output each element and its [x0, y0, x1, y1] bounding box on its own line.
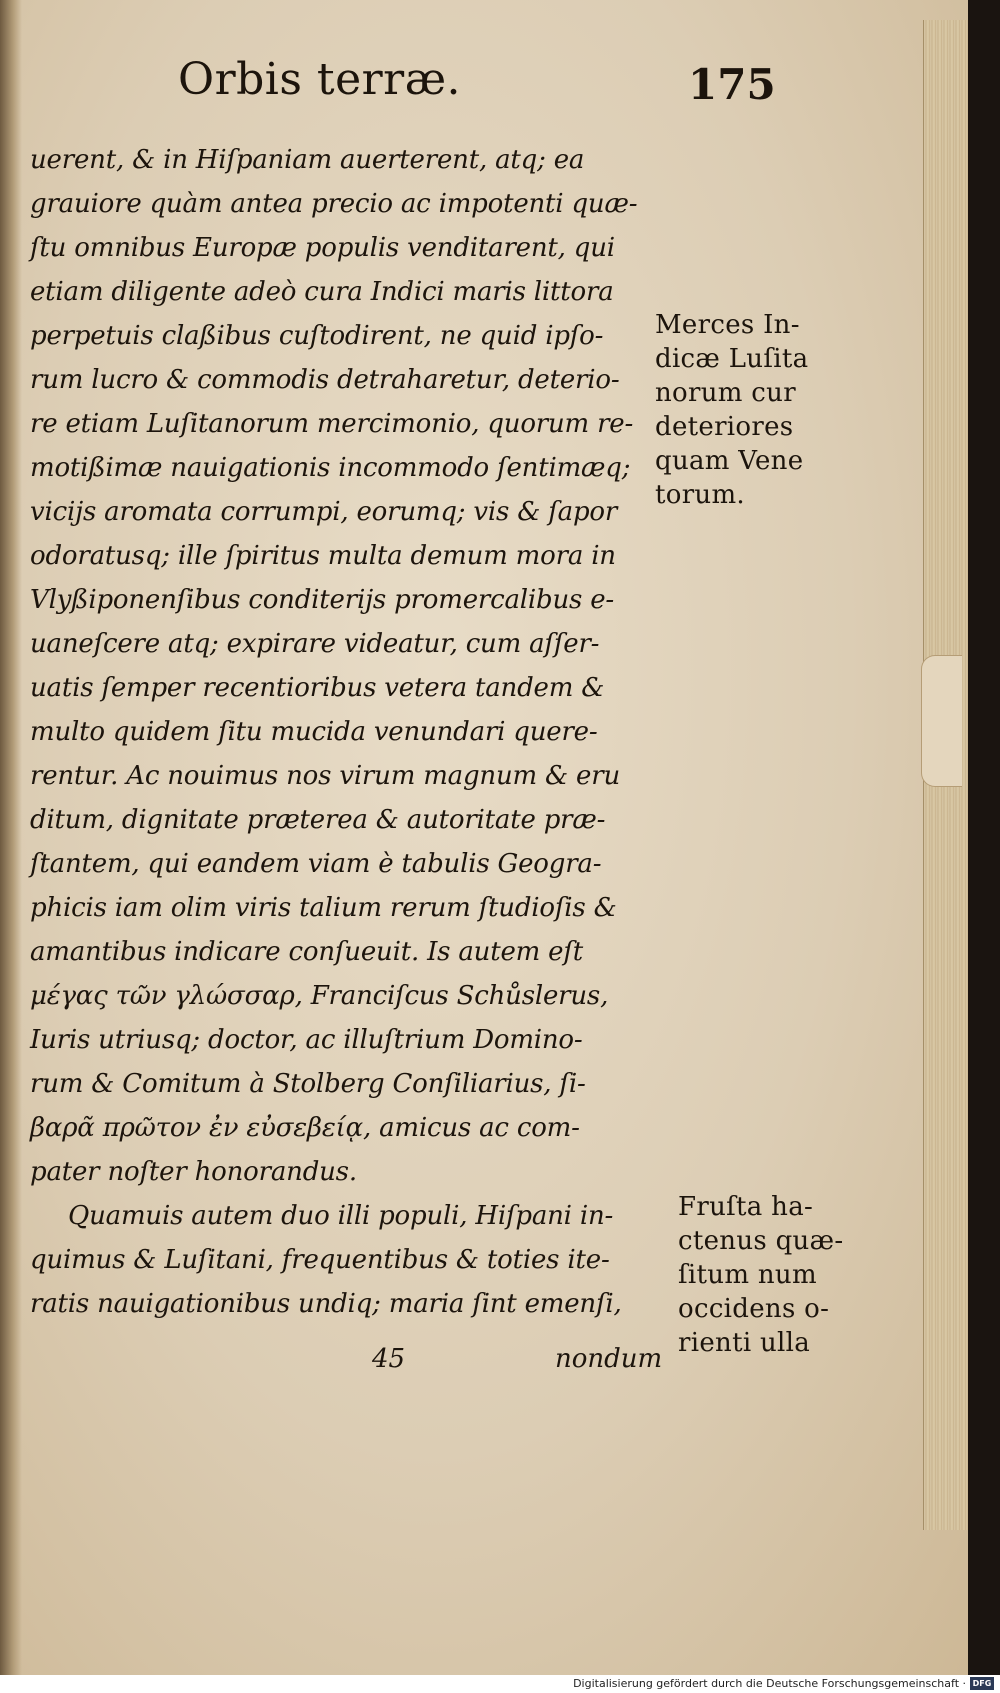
- text-line: ratis nauigationibus undiq; maria ſint emenſi,: [30, 1289, 622, 1319]
- text-line: rum & Comitum à Stolberg Conſiliarius, ſi-: [30, 1069, 586, 1099]
- dfg-logo: DFG: [970, 1677, 994, 1690]
- text-line: ſtu omnibus Europæ populis venditarent, qui: [30, 233, 615, 263]
- marginal-note-merces: [655, 308, 808, 512]
- page-number: 175: [688, 60, 776, 109]
- text-line: ſtantem, qui eandem viam è tabulis Geogra-: [30, 849, 602, 879]
- text-line: ditum, dignitate præterea & autoritate præ-: [30, 805, 606, 835]
- main-text-block: [30, 138, 670, 1326]
- marginal-note-line: ctenus quæ-: [678, 1226, 844, 1256]
- page-tab: [921, 655, 962, 787]
- text-line: perpetuis claßibus cuſtodirent, ne quid ipſo-: [30, 321, 604, 351]
- text-line: odoratusq; ille ſpiritus multa demum mora in: [30, 541, 616, 571]
- text-line: multo quidem ſitu mucida venundari quere-: [30, 717, 598, 747]
- marginal-note-frustra: [678, 1190, 843, 1360]
- paragraph-start-line: Quamuis autem duo illi populi, Hiſpani in-: [68, 1201, 614, 1231]
- page-gutter: [0, 0, 22, 1675]
- marginal-note-line: rienti ulla: [678, 1328, 811, 1358]
- text-line: rentur. Ac nouimus nos virum magnum & eru: [30, 761, 621, 791]
- marginal-note-line: Fruſta ha-: [678, 1192, 814, 1222]
- signature-mark: 45: [372, 1344, 406, 1374]
- marginal-note-line: deteriores: [655, 412, 794, 442]
- digitization-credit-bar: [0, 1675, 1000, 1693]
- digitization-credit: Digitalisierung gefördert durch die Deutsche Forschungsgemeinschaft ·: [573, 1677, 966, 1690]
- text-line: amantibus indicare conſueuit. Is autem eſt: [30, 937, 584, 967]
- text-line: phicis iam olim viris talium rerum ſtudioſis &: [30, 893, 617, 923]
- marginal-note-line: occidens o-: [678, 1294, 830, 1324]
- text-line: Vlyßiponenſibus conditerijs promercalibus e-: [30, 585, 614, 615]
- marginal-note-line: torum.: [655, 480, 745, 510]
- text-line: Iuris utriusq; doctor, ac illuſtrium Domino-: [30, 1025, 583, 1055]
- text-line: motißimæ nauigationis incommodo ſentimæq;: [30, 453, 631, 483]
- text-line: vicijs aromata corrumpi, eorumq; vis & ſapor: [30, 497, 618, 527]
- text-line: etiam diligente adeò cura Indici maris littora: [30, 277, 614, 307]
- text-line: quimus & Luſitani, frequentibus & toties ite-: [30, 1245, 610, 1275]
- marginal-note-line: quam Vene: [655, 446, 804, 476]
- text-line: βαρᾶ πρῶτον ἐν εὐσεβείᾳ, amicus ac com-: [30, 1113, 580, 1143]
- marginal-note-line: dicæ Luſita: [655, 344, 809, 374]
- text-line: grauiore quàm antea precio ac impotenti quæ-: [30, 189, 638, 219]
- catchword: nondum: [555, 1344, 663, 1374]
- text-line: rum lucro & commodis detraharetur, deterio-: [30, 365, 620, 395]
- text-line: uaneſcere atq; expirare videatur, cum aſſer-: [30, 629, 600, 659]
- running-title: Orbis terræ.: [178, 54, 462, 105]
- marginal-note-line: norum cur: [655, 378, 796, 408]
- text-line: re etiam Luſitanorum mercimonio, quorum re-: [30, 409, 634, 439]
- text-line: pater noſter honorandus.: [30, 1157, 357, 1187]
- text-line: uerent, & in Hiſpaniam auerterent, atq; ea: [30, 145, 585, 175]
- text-line: μέγας τῶν γλώσσαρ, Franciſcus Schůslerus,: [30, 981, 609, 1011]
- text-line: uatis ſemper recentioribus vetera tandem &: [30, 673, 605, 703]
- marginal-note-line: Merces In-: [655, 310, 800, 340]
- marginal-note-line: ſitum num: [678, 1260, 817, 1290]
